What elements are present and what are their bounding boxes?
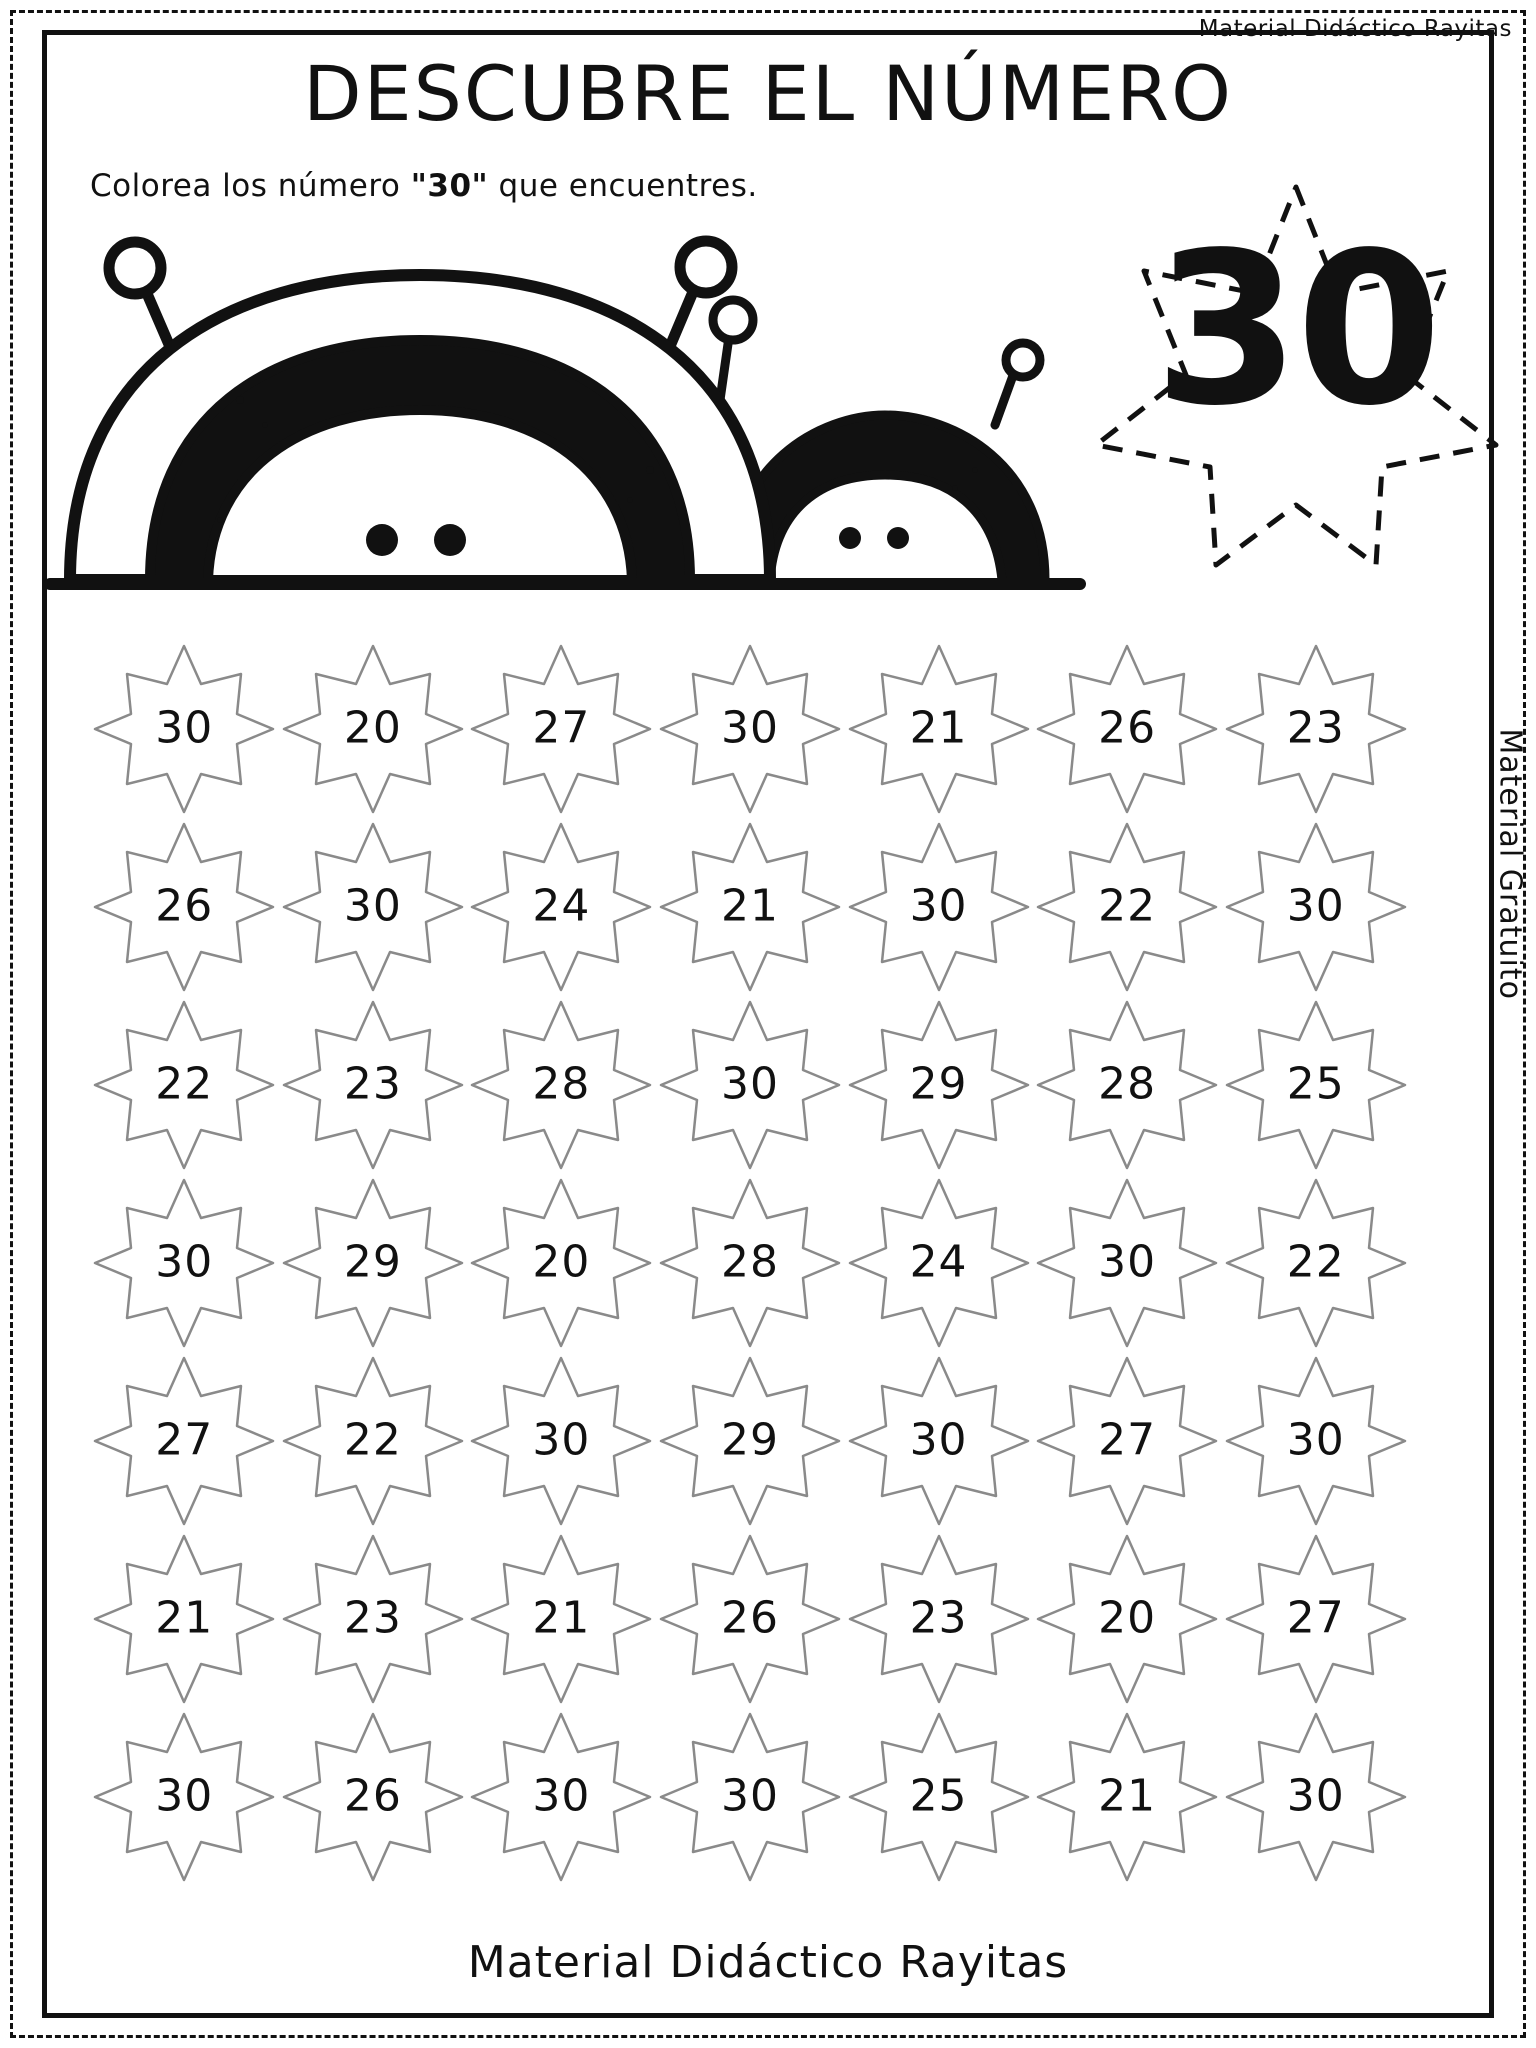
- star-cell[interactable]: [846, 996, 1032, 1174]
- star-cell[interactable]: [468, 1708, 654, 1886]
- star-cell[interactable]: [1034, 818, 1220, 996]
- star-cell[interactable]: [468, 1174, 654, 1352]
- star-number: 21: [720, 880, 779, 932]
- star-cell[interactable]: [846, 640, 1032, 818]
- star-cell[interactable]: [657, 640, 843, 818]
- star-cell[interactable]: [280, 1708, 466, 1886]
- star-number: 23: [909, 1592, 968, 1644]
- star-number: 27: [155, 1414, 214, 1466]
- star-number: 26: [343, 1770, 402, 1822]
- star-number: 30: [155, 702, 214, 754]
- star-cell[interactable]: [1223, 640, 1409, 818]
- star-cell[interactable]: [91, 1530, 277, 1708]
- star-cell[interactable]: [91, 1352, 277, 1530]
- star-cell[interactable]: [1223, 1352, 1409, 1530]
- star-cell[interactable]: [657, 1352, 843, 1530]
- star-number: 21: [1098, 1770, 1157, 1822]
- star-number: 28: [1098, 1058, 1157, 1110]
- star-number: 30: [155, 1770, 214, 1822]
- star-number: 26: [720, 1592, 779, 1644]
- star-cell[interactable]: [1034, 1174, 1220, 1352]
- star-cell[interactable]: [1034, 1352, 1220, 1530]
- star-number: 21: [532, 1592, 591, 1644]
- star-cell[interactable]: [657, 818, 843, 996]
- star-number: 30: [1286, 1770, 1345, 1822]
- star-cell[interactable]: [1223, 818, 1409, 996]
- star-cell[interactable]: [1034, 640, 1220, 818]
- page-title: DESCUBRE EL NÚMERO: [303, 49, 1233, 138]
- star-number: 30: [720, 1770, 779, 1822]
- star-number: 30: [343, 880, 402, 932]
- star-cell[interactable]: [280, 1174, 466, 1352]
- star-cell[interactable]: [468, 1530, 654, 1708]
- star-cell[interactable]: [1034, 1708, 1220, 1886]
- star-cell[interactable]: [280, 1352, 466, 1530]
- instructions-suffix: que encuentres.: [488, 168, 758, 204]
- star-cell[interactable]: [846, 1174, 1032, 1352]
- star-cell[interactable]: [91, 1708, 277, 1886]
- star-cell[interactable]: [846, 818, 1032, 996]
- star-cell[interactable]: [1223, 1174, 1409, 1352]
- star-cell[interactable]: [657, 1174, 843, 1352]
- star-number: 22: [1286, 1236, 1345, 1288]
- number-star-grid: [90, 640, 1410, 1886]
- star-cell[interactable]: [91, 996, 277, 1174]
- star-cell[interactable]: [657, 1708, 843, 1886]
- instructions-target-number: "30": [410, 168, 489, 204]
- star-number: 30: [1286, 880, 1345, 932]
- star-number: 29: [909, 1058, 968, 1110]
- star-cell[interactable]: [91, 1174, 277, 1352]
- star-cell[interactable]: [91, 818, 277, 996]
- target-number-star: [1076, 175, 1516, 575]
- star-number: 23: [343, 1058, 402, 1110]
- star-cell[interactable]: [280, 1530, 466, 1708]
- footer-brand-label: Material Didáctico Rayitas: [467, 1937, 1069, 1988]
- star-number: 24: [909, 1236, 968, 1288]
- star-number: 27: [532, 702, 591, 754]
- star-number: 20: [1098, 1592, 1157, 1644]
- star-cell[interactable]: [468, 640, 654, 818]
- star-cell[interactable]: [468, 1352, 654, 1530]
- star-number: 30: [1098, 1236, 1157, 1288]
- instructions-prefix: Colorea los número: [90, 168, 411, 204]
- star-cell[interactable]: [91, 640, 277, 818]
- star-number: 30: [155, 1236, 214, 1288]
- star-cell[interactable]: [846, 1708, 1032, 1886]
- star-cell[interactable]: [846, 1352, 1032, 1530]
- star-number: 25: [1286, 1058, 1345, 1110]
- star-number: 24: [532, 880, 591, 932]
- monsters-illustration: [30, 220, 1150, 640]
- star-cell[interactable]: [1223, 1708, 1409, 1886]
- star-number: 28: [720, 1236, 779, 1288]
- star-number: 25: [909, 1770, 968, 1822]
- star-number: 22: [155, 1058, 214, 1110]
- star-number: 30: [532, 1770, 591, 1822]
- side-brand-label: Material Gratuito: [1493, 728, 1528, 1000]
- star-number: 29: [343, 1236, 402, 1288]
- star-number: 23: [343, 1592, 402, 1644]
- star-number: 30: [909, 1414, 968, 1466]
- star-cell[interactable]: [657, 1530, 843, 1708]
- star-cell[interactable]: [468, 818, 654, 996]
- star-number: 30: [720, 702, 779, 754]
- star-number: 30: [720, 1058, 779, 1110]
- star-number: 26: [1098, 702, 1157, 754]
- star-cell[interactable]: [280, 818, 466, 996]
- star-number: 23: [1286, 702, 1345, 754]
- star-number: 30: [532, 1414, 591, 1466]
- star-cell[interactable]: [846, 1530, 1032, 1708]
- star-cell[interactable]: [1223, 996, 1409, 1174]
- star-number: 20: [532, 1236, 591, 1288]
- star-number: 22: [1098, 880, 1157, 932]
- star-number: 29: [720, 1414, 779, 1466]
- star-number: 20: [343, 702, 402, 754]
- star-number: 28: [532, 1058, 591, 1110]
- brand-label-top: Material Didáctico Rayitas: [1198, 16, 1512, 42]
- star-cell[interactable]: [1034, 996, 1220, 1174]
- star-number: 27: [1286, 1592, 1345, 1644]
- instructions: [90, 168, 758, 204]
- star-cell[interactable]: [280, 640, 466, 818]
- target-number-label: 30: [1153, 207, 1439, 452]
- star-cell[interactable]: [280, 996, 466, 1174]
- star-number: 27: [1098, 1414, 1157, 1466]
- star-number: 30: [909, 880, 968, 932]
- star-number: 26: [155, 880, 214, 932]
- star-cell[interactable]: [657, 996, 843, 1174]
- star-cell[interactable]: [1034, 1530, 1220, 1708]
- star-number: 21: [155, 1592, 214, 1644]
- star-number: 30: [1286, 1414, 1345, 1466]
- star-cell[interactable]: [468, 996, 654, 1174]
- star-number: 22: [343, 1414, 402, 1466]
- star-cell[interactable]: [1223, 1530, 1409, 1708]
- star-number: 21: [909, 702, 968, 754]
